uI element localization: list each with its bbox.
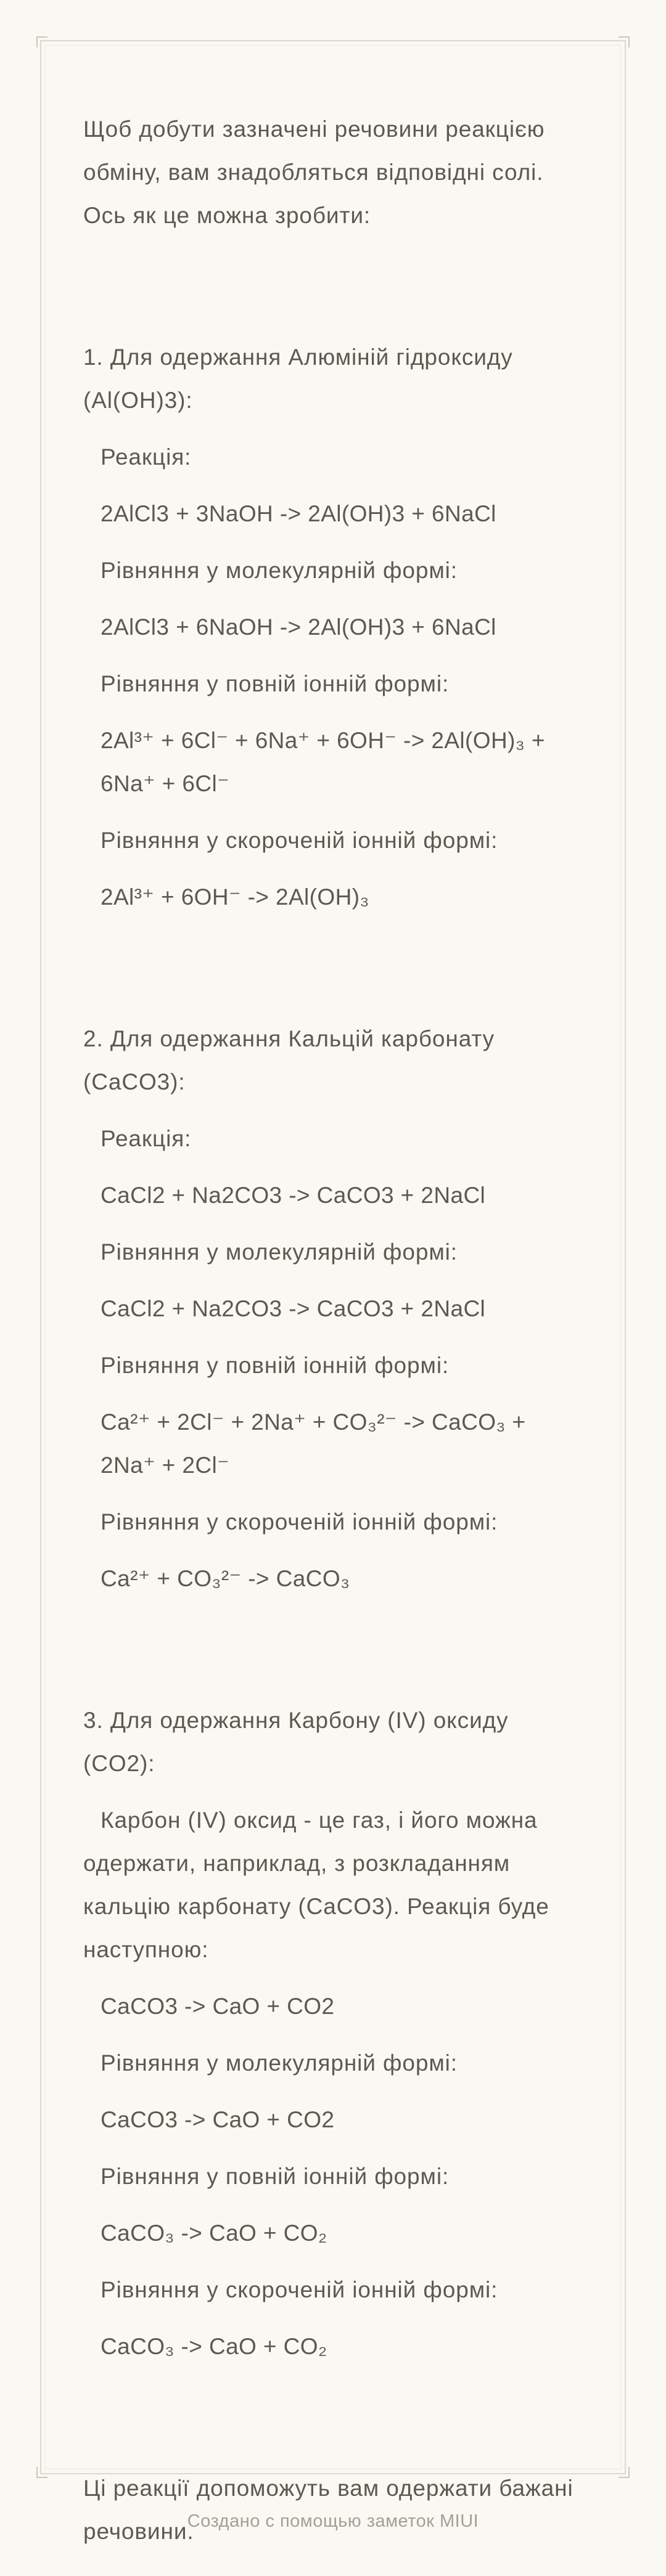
frame-corner-bottom-left <box>36 2467 47 2478</box>
section-heading: 1. Для одержання Алюміній гідроксиду (Al(OH)3): <box>83 344 513 413</box>
short-ionic-label: Рівняння у скороченій іонній формі: <box>101 2277 498 2302</box>
frame-corner-bottom-right <box>619 2467 630 2478</box>
short-ionic-label: Рівняння у скороченій іонній формі: <box>101 1509 498 1535</box>
short-ionic-label: Рівняння у скороченій іонній формі: <box>101 828 498 853</box>
full-ionic-label: Рівняння у повній іонній формі: <box>101 1353 450 1378</box>
molecular-form-label: Рівняння у молекулярній формі: <box>101 1239 458 1265</box>
note-content <box>83 108 580 2553</box>
full-ionic-equation: Ca²⁺ + 2Cl⁻ + 2Na⁺ + CO₃²⁻ -> CaCO₃ + 2Na⁺ + 2Cl⁻ <box>101 1409 526 1478</box>
footer-miui-credit: Создано с помощью заметок MIUI <box>187 2511 479 2531</box>
molecular-form-label: Рівняння у молекулярній формі: <box>101 558 458 583</box>
short-ionic-equation: CaCO₃ -> CaO + CO₂ <box>101 2334 327 2359</box>
reaction-equation: CaCl2 + Na2CO3 -> CaCO3 + 2NaCl <box>101 1183 486 1208</box>
note-outro: Ці реакції допоможуть вам одержати бажані речовини. <box>83 2476 574 2544</box>
section-description: Карбон (IV) оксид - це газ, і його можна одержати, наприклад, з розкладанням кальцію карбонату (CaCO3). Реакція буде наступною: <box>83 1808 549 1962</box>
full-ionic-label: Рівняння у повній іонній формі: <box>101 2164 450 2189</box>
section-heading: 2. Для одержання Кальцій карбонату (CaCO3): <box>83 1026 495 1094</box>
section-carbon-dioxide <box>83 1699 580 2368</box>
reaction-label: Реакція: <box>101 444 192 470</box>
molecular-equation: CaCO3 -> CaO + CO2 <box>101 2107 335 2132</box>
note-intro: Щоб добути зазначені речовини реакцією обміну, вам знадобляться відповідні солі. Ось як це можна зробити: <box>83 116 545 228</box>
frame-corner-top-right <box>619 36 630 47</box>
section-calcium-carbonate <box>83 1017 580 1600</box>
reaction-label: Реакція: <box>101 1126 192 1151</box>
section-heading: 3. Для одержання Карбону (IV) оксиду (CO2): <box>83 1708 509 1776</box>
short-ionic-equation: Ca²⁺ + CO₃²⁻ -> CaCO₃ <box>101 1566 350 1591</box>
reaction-equation: 2AlCl3 + 3NaOH -> 2Al(OH)3 + 6NaCl <box>101 501 496 526</box>
molecular-equation: CaCl2 + Na2CO3 -> CaCO3 + 2NaCl <box>101 1296 486 1321</box>
molecular-form-label: Рівняння у молекулярній формі: <box>101 2050 458 2076</box>
reaction-equation: CaCO3 -> CaO + CO2 <box>101 1994 335 2019</box>
full-ionic-label: Рівняння у повній іонній формі: <box>101 671 450 696</box>
molecular-equation: 2AlCl3 + 6NaOH -> 2Al(OH)3 + 6NaCl <box>101 614 496 640</box>
short-ionic-equation: 2Al³⁺ + 6OH⁻ -> 2Al(OH)₃ <box>101 884 369 910</box>
full-ionic-equation: CaCO₃ -> CaO + CO₂ <box>101 2220 327 2246</box>
full-ionic-equation: 2Al³⁺ + 6Cl⁻ + 6Na⁺ + 6OH⁻ -> 2Al(OH)₃ + 6Na⁺ + 6Cl⁻ <box>101 728 545 796</box>
frame-corner-top-left <box>36 36 47 47</box>
section-aluminium-hydroxide <box>83 336 580 919</box>
